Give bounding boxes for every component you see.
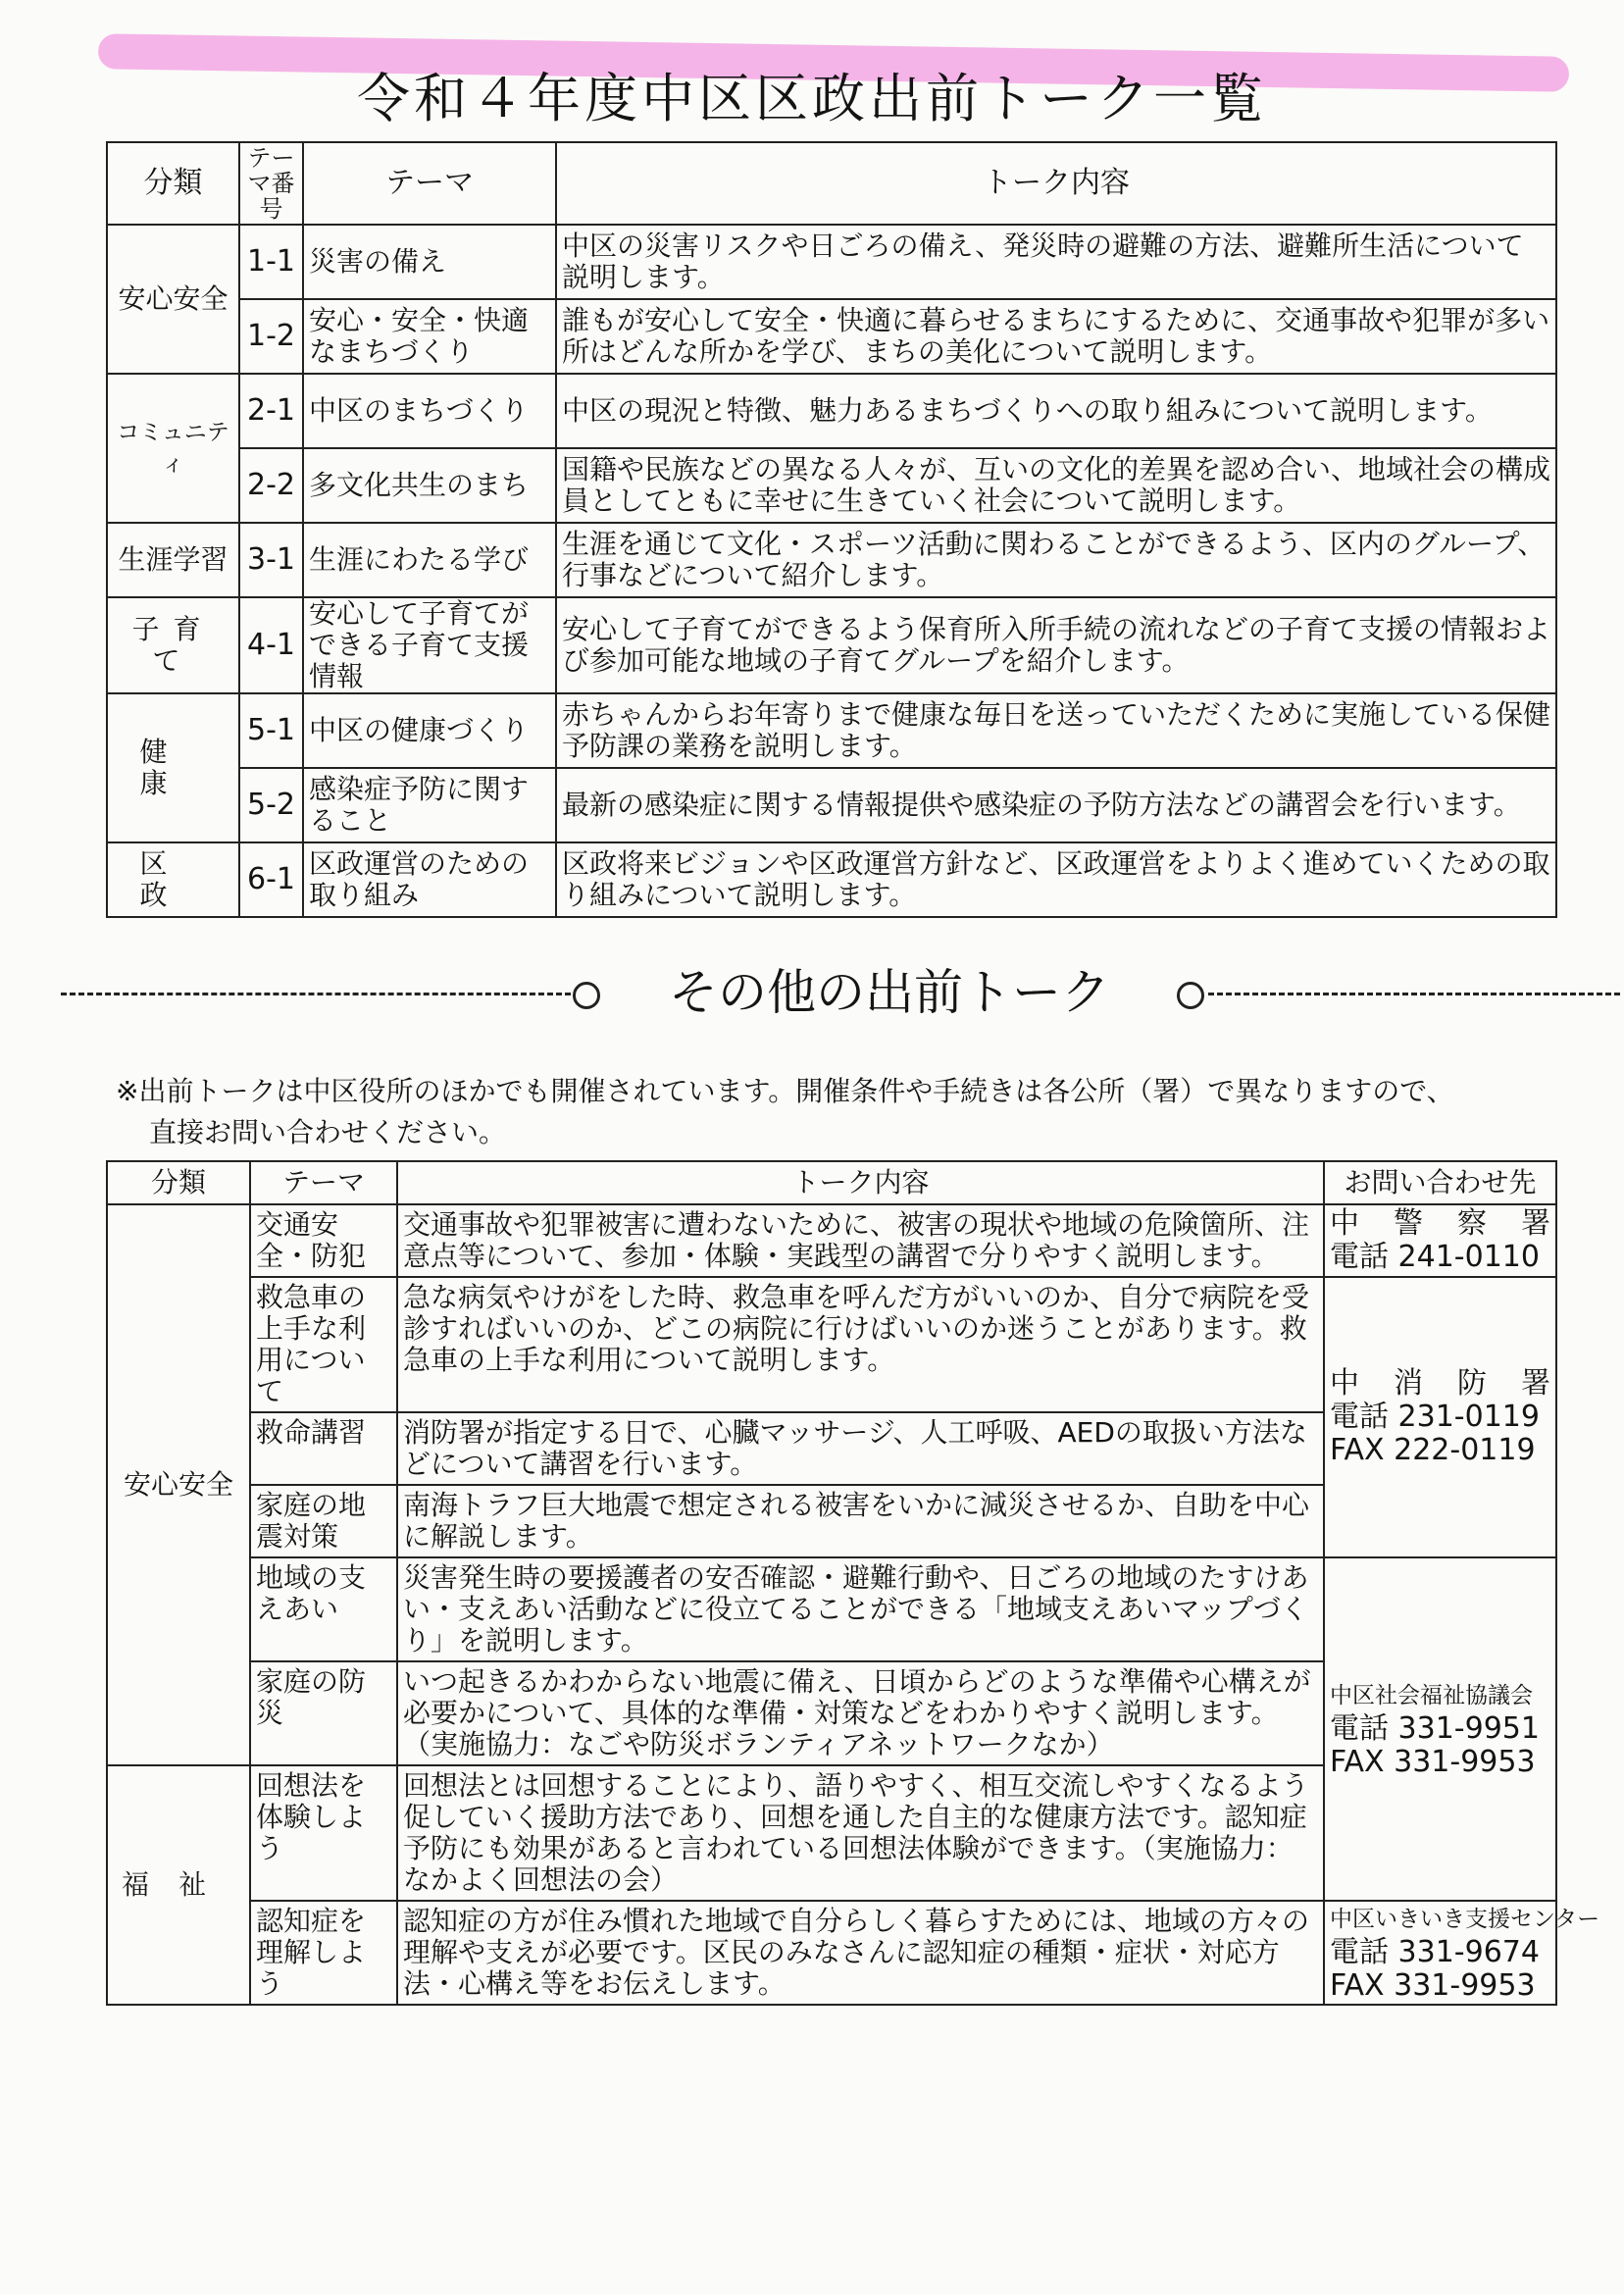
- note-line: 直接お問い合わせください。: [149, 1116, 507, 1148]
- district-talk-table: [106, 141, 1557, 918]
- theme-cell: 災害の備え: [303, 225, 556, 299]
- content-cell: 中区の災害リスクや日ごろの備え、発災時の避難の方法、避難所生活について説明します。: [556, 225, 1556, 299]
- contact-org: 中消防署: [1330, 1366, 1550, 1401]
- theme-number: 2-1: [239, 374, 303, 448]
- theme-cell: 認知症を理解しよう: [250, 1901, 397, 2005]
- table-row: [107, 1204, 1556, 1277]
- table-row: [107, 374, 1556, 448]
- content-cell: 中区の現況と特徴、魅力あるまちづくりへの取り組みについて説明します。: [556, 374, 1556, 448]
- table-row: [107, 225, 1556, 299]
- dashed-rule: [61, 993, 571, 995]
- content-cell: 安心して子育てができるよう保育所入所手続の流れなどの子育て支援の情報および参加可能な地域の子育てグループを紹介します。: [556, 597, 1556, 693]
- header-theme: テーマ: [303, 142, 556, 225]
- table-header-row: [107, 142, 1556, 225]
- header-number: テーマ番号: [239, 142, 303, 225]
- theme-cell: 救急車の上手な利用について: [250, 1277, 397, 1412]
- table-row: [107, 1557, 1556, 1661]
- category-cell: 安心安全: [107, 1204, 250, 1765]
- content-cell: 生涯を通じて文化・スポーツ活動に関わることができるよう、区内のグループ、行事などについて紹介します。: [556, 523, 1556, 597]
- table-row: [107, 693, 1556, 768]
- contact-fax: FAX 331-9953: [1330, 1968, 1536, 2003]
- theme-cell: 家庭の地震対策: [250, 1485, 397, 1557]
- contact-tel: 電話 331-9674: [1330, 1935, 1540, 1969]
- theme-number: 4-1: [239, 597, 303, 693]
- content-cell: 区政将来ビジョンや区政運営方針など、区政運営をよりよく進めていくための取り組みについて説明します。: [556, 842, 1556, 917]
- category-cell: 福祉: [107, 1765, 250, 2005]
- other-talk-table: [106, 1160, 1600, 2006]
- category-cell: 区政: [107, 842, 239, 917]
- dashed-rule: [1208, 993, 1620, 995]
- content-cell: 誰もが安心して安全・快適に暮らせるまちにするために、交通事故や犯罪が多い所はどんな所かを学び、まちの美化について説明します。: [556, 299, 1556, 374]
- contact-cell: [1324, 1901, 1600, 2005]
- contact-fax: FAX 222-0119: [1330, 1433, 1536, 1467]
- theme-number: 6-1: [239, 842, 303, 917]
- theme-cell: 中区のまちづくり: [303, 374, 556, 448]
- table-row: [107, 842, 1556, 917]
- header-category: 分類: [107, 142, 239, 225]
- theme-number: 1-1: [239, 225, 303, 299]
- theme-cell: 回想法を体験しよう: [250, 1765, 397, 1901]
- theme-number: 5-1: [239, 693, 303, 768]
- contact-cell: [1324, 1204, 1556, 1277]
- circle-mark: [1177, 982, 1204, 1009]
- content-cell: 回想法とは回想することにより、語りやすく、相互交流しやすくなるよう促していく援助方法であり、回想を通した自主的な健康方法です。認知症予防にも効果があると言われている回想法体験ができます。（実施協力：なかよく回想法の会）: [397, 1765, 1324, 1901]
- table-row: [107, 448, 1556, 523]
- contact-tel: 電話 241-0110: [1330, 1240, 1540, 1274]
- header-content: トーク内容: [556, 142, 1556, 225]
- theme-cell: 安心して子育てができる子育て支援情報: [303, 597, 556, 693]
- note-text: [116, 1071, 1557, 1153]
- theme-cell: 交通安全・防犯: [250, 1204, 397, 1277]
- theme-number: 3-1: [239, 523, 303, 597]
- content-cell: 赤ちゃんからお年寄りまで健康な毎日を送っていただくために実施している保健予防課の業務を説明します。: [556, 693, 1556, 768]
- header-content: トーク内容: [397, 1161, 1324, 1204]
- theme-cell: 救命講習: [250, 1412, 397, 1485]
- theme-cell: 家庭の防災: [250, 1661, 397, 1765]
- table-header-row: [107, 1161, 1556, 1204]
- section-title: その他の出前トーク: [669, 964, 1110, 1021]
- category-cell: コミュニティ: [107, 374, 239, 523]
- table-row: [107, 1277, 1556, 1412]
- header-category: 分類: [107, 1161, 250, 1204]
- content-cell: いつ起きるかわからない地震に備え、日頃からどのような準備や心構えが必要かについて、具体的な準備・対策などをわかりやすく説明します。（実施協力：なごや防災ボランティアネットワークなか）: [397, 1661, 1324, 1765]
- theme-cell: 多文化共生のまち: [303, 448, 556, 523]
- theme-number: 2-2: [239, 448, 303, 523]
- content-cell: 交通事故や犯罪被害に遭わないために、被害の現状や地域の危険箇所、注意点等について、参加・体験・実践型の講習で分りやすく説明します。: [397, 1204, 1324, 1277]
- page-title: 令和４年度中区区政出前トーク一覧: [357, 68, 1267, 129]
- circle-mark: [573, 982, 600, 1009]
- theme-cell: 区政運営のための取り組み: [303, 842, 556, 917]
- table-row: [107, 523, 1556, 597]
- category-cell: 子育て: [107, 597, 239, 693]
- table-row: [107, 768, 1556, 842]
- category-cell: 安心安全: [107, 225, 239, 374]
- contact-fax: FAX 331-9953: [1330, 1745, 1536, 1779]
- content-cell: 南海トラフ巨大地震で想定される被害をいかに減災させるか、自助を中心に解説します。: [397, 1485, 1324, 1557]
- header-contact: お問い合わせ先: [1324, 1161, 1556, 1204]
- table-row: [107, 597, 1556, 693]
- contact-org: 中警察署: [1330, 1206, 1550, 1241]
- content-cell: 国籍や民族などの異なる人々が、互いの文化的差異を認め合い、地域社会の構成員としてともに幸せに生きていく社会について説明します。: [556, 448, 1556, 523]
- contact-org: 中区社会福祉協議会: [1330, 1683, 1533, 1708]
- contact-tel: 電話 331-9951: [1330, 1711, 1540, 1746]
- content-cell: 消防署が指定する日で、心臓マッサージ、人工呼吸、AEDの取扱い方法などについて講習を行います。: [397, 1412, 1324, 1485]
- theme-cell: 生涯にわたる学び: [303, 523, 556, 597]
- theme-cell: 中区の健康づくり: [303, 693, 556, 768]
- header-theme: テーマ: [250, 1161, 397, 1204]
- contact-org: 中区いきいき支援センター: [1330, 1907, 1600, 1932]
- content-cell: 災害発生時の要援護者の安否確認・避難行動や、日ごろの地域のたすけあい・支えあい活動などに役立てることができる「地域支えあいマップづくり」を説明します。: [397, 1557, 1324, 1661]
- theme-cell: 安心・安全・快適なまちづくり: [303, 299, 556, 374]
- theme-cell: 感染症予防に関すること: [303, 768, 556, 842]
- category-cell: 健康: [107, 693, 239, 842]
- content-cell: 最新の感染症に関する情報提供や感染症の予防方法などの講習会を行います。: [556, 768, 1556, 842]
- contact-cell: [1324, 1277, 1556, 1557]
- table-row: [107, 299, 1556, 374]
- section-divider: [61, 963, 1571, 1022]
- contact-tel: 電話 231-0119: [1330, 1400, 1540, 1434]
- theme-number: 5-2: [239, 768, 303, 842]
- theme-number: 1-2: [239, 299, 303, 374]
- content-cell: 急な病気やけがをした時、救急車を呼んだ方がいいのか、自分で病院を受診すればいいのか、どこの病院に行けばいいのか迷うことがあります。救急車の上手な利用について説明します。: [397, 1277, 1324, 1412]
- content-cell: 認知症の方が住み慣れた地域で自分らしく暮らすためには、地域の方々の理解や支えが必要です。区民のみなさんに認知症の種類・症状・対応方法・心構え等をお伝えします。: [397, 1901, 1324, 2005]
- category-cell: 生涯学習: [107, 523, 239, 597]
- note-line: ※出前トークは中区役所のほかでも開催されています。開催条件や手続きは各公所（署）で異なりますので、: [116, 1075, 1454, 1107]
- contact-cell: [1324, 1557, 1556, 1901]
- theme-cell: 地域の支えあい: [250, 1557, 397, 1661]
- table-row: [107, 1901, 1556, 2005]
